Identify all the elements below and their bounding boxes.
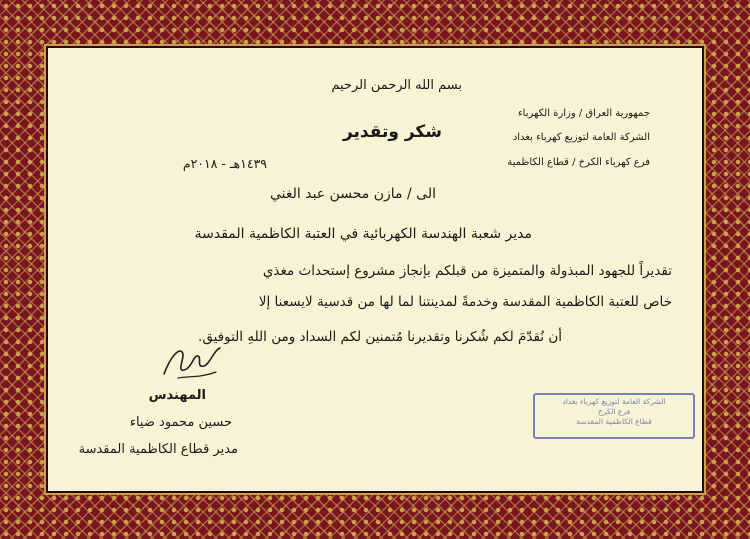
recipient-name: الى / مازن محسن عبد الغني [269, 186, 436, 202]
stamp-line-2: فرع الكرخ [597, 407, 631, 417]
body-line-1: تقديراً للجهود المبذولة والمتميزة من قبلكم بإنجاز مشروع إستحداث مغذي [262, 263, 672, 279]
certificate-date: ١٤٣٩هـ - ٢٠١٨م [182, 156, 267, 171]
official-stamp [533, 393, 695, 439]
certificate-title: شكر وتقدير [342, 122, 442, 142]
signatory-name: حسين محمود ضياء [129, 415, 232, 430]
stamp-line-3: قطاع الكاظمية المقدسة [576, 417, 652, 427]
handwritten-signature [158, 338, 228, 386]
body-line-3: أن نُقدّمَ لكم شُكرنا وتقديرنا مُتمنين لكم السداد ومن اللهِ التوفيق. [198, 329, 562, 345]
signatory-title: المهندس [148, 388, 206, 403]
signatory-position: مدير قطاع الكاظمية المقدسة [78, 442, 238, 457]
certificate-paper [48, 48, 702, 491]
issuer-line-2: الشركة العامة لتوزيع كهرباء بغداد [512, 132, 650, 143]
issuer-line-3: فرع كهرباء الكرخ / قطاع الكاظمية [507, 157, 650, 168]
issuer-line-1: جمهورية العراق / وزارة الكهرباء [517, 108, 650, 119]
recipient-role: مدير شعبة الهندسة الكهربائية في العتبة الكاظمية المقدسة [194, 226, 532, 242]
basmala: بسم الله الرحمن الرحيم [331, 78, 462, 93]
body-line-2: خاص للعتبة الكاظمية المقدسة وخدمةً لمدينتنا لما لها من قدسية لايسعنا إلا [258, 294, 672, 310]
stamp-line-1: الشركة العامة لتوزيع كهرباء بغداد [562, 397, 666, 406]
